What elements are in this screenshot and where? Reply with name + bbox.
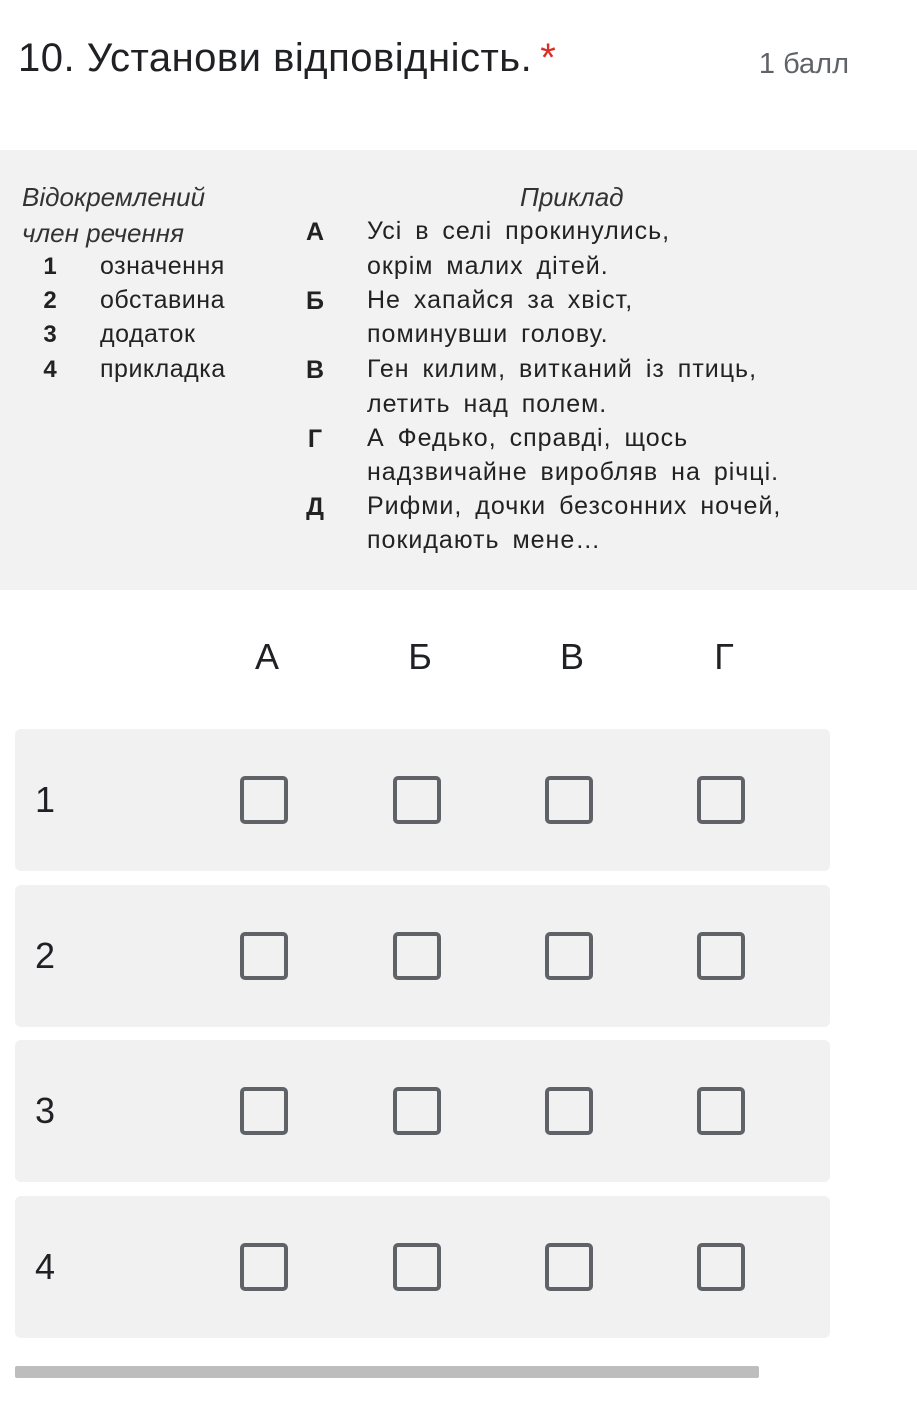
checkbox-4-a[interactable] xyxy=(240,1243,288,1291)
left-header-line2: член речення xyxy=(22,218,184,248)
points-label: 1 балл xyxy=(758,48,849,80)
left-header-line1: Відокремлений xyxy=(22,182,206,212)
example-text: покидають мене… xyxy=(367,526,602,554)
term-label: обставина xyxy=(100,286,225,314)
grid-row-2 xyxy=(15,885,830,1027)
checkbox-4-b[interactable] xyxy=(393,1243,441,1291)
row-label: 1 xyxy=(35,779,56,820)
example-letter: А xyxy=(305,218,325,246)
column-header-v: В xyxy=(559,636,584,677)
required-asterisk: * xyxy=(540,36,557,80)
row-label: 3 xyxy=(35,1090,56,1131)
checkbox-1-a[interactable] xyxy=(240,776,288,824)
example-letter: Г xyxy=(307,425,323,453)
example-text: надзвичайне виробляв на річці. xyxy=(367,458,780,486)
grid-row-1 xyxy=(15,729,830,871)
term-label: означення xyxy=(100,252,225,280)
example-text: окрім малих дітей. xyxy=(367,252,609,280)
question-title xyxy=(18,36,556,81)
checkbox-3-b[interactable] xyxy=(393,1087,441,1135)
task-image xyxy=(0,150,917,590)
term-label: додаток xyxy=(100,320,196,348)
checkbox-3-g[interactable] xyxy=(697,1087,745,1135)
example-text: Ген килим, витканий із птиць, xyxy=(367,355,758,383)
column-header-a: А xyxy=(254,636,279,677)
column-header-b: Б xyxy=(408,636,432,677)
checkbox-1-b[interactable] xyxy=(393,776,441,824)
checkbox-4-v[interactable] xyxy=(545,1243,593,1291)
example-text: летить над полем. xyxy=(367,390,608,418)
example-letter: Д xyxy=(306,493,324,521)
horizontal-scrollbar[interactable] xyxy=(15,1366,759,1378)
row-label: 2 xyxy=(35,935,56,976)
example-text: А Федько, справді, щось xyxy=(367,424,689,452)
checkbox-1-v[interactable] xyxy=(545,776,593,824)
example-text: Не хапайся за хвіст, xyxy=(367,286,634,314)
example-letter: В xyxy=(305,356,325,384)
term-number: 2 xyxy=(43,287,57,314)
term-label: прикладка xyxy=(100,355,226,383)
grid-row-4 xyxy=(15,1196,830,1338)
checkbox-3-a[interactable] xyxy=(240,1087,288,1135)
example-text: поминувши голову. xyxy=(367,320,609,348)
grid-row-3 xyxy=(15,1040,830,1182)
checkbox-4-g[interactable] xyxy=(697,1243,745,1291)
checkbox-2-v[interactable] xyxy=(545,932,593,980)
checkbox-2-a[interactable] xyxy=(240,932,288,980)
checkbox-1-g[interactable] xyxy=(697,776,745,824)
example-text: Усі в селі прокинулись, xyxy=(367,217,671,245)
example-letter: Б xyxy=(306,287,324,315)
term-number: 3 xyxy=(43,321,57,348)
checkbox-3-v[interactable] xyxy=(545,1087,593,1135)
column-header-g: Г xyxy=(714,636,734,677)
checkbox-2-g[interactable] xyxy=(697,932,745,980)
row-label: 4 xyxy=(35,1246,56,1287)
checkbox-2-b[interactable] xyxy=(393,932,441,980)
term-number: 1 xyxy=(43,253,57,280)
term-number: 4 xyxy=(43,356,57,383)
example-text: Рифми, дочки безсонних ночей, xyxy=(367,492,782,520)
question-title-text: 10. Установи відповідність. xyxy=(18,36,533,80)
right-header: Приклад xyxy=(520,182,624,212)
